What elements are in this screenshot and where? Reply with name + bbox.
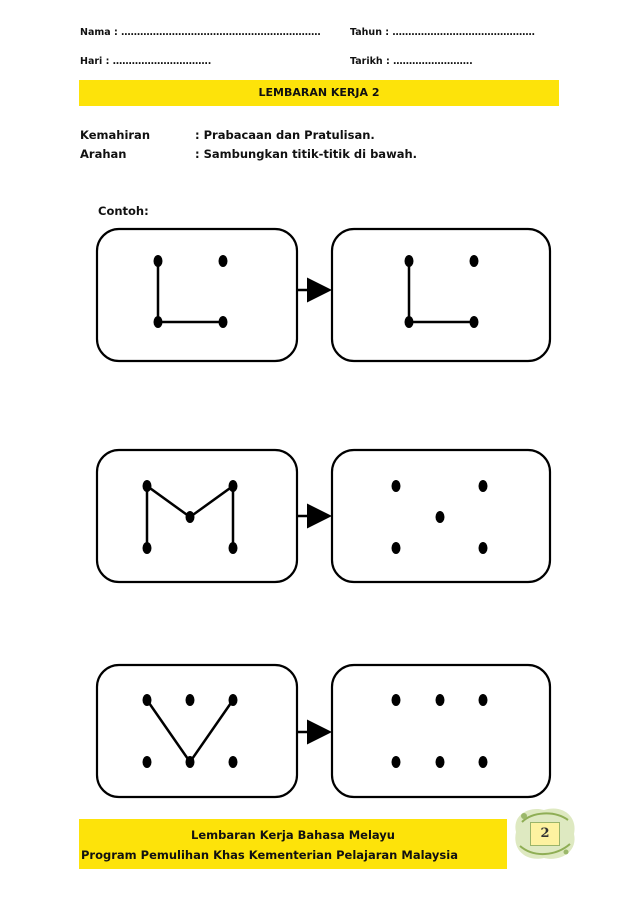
dot [154, 255, 163, 267]
dot [229, 542, 238, 554]
dot [219, 316, 228, 328]
footer-line2: Program Pemulihan Khas Kementerian Pelajaran Malaysia [81, 848, 458, 862]
kemahiran-label: Kemahiran [80, 128, 150, 142]
arahan-value: : Sambungkan titik-titik di bawah. [195, 147, 418, 161]
dot [405, 316, 414, 328]
page-title: LEMBARAN KERJA 2 [258, 86, 380, 99]
dot [470, 316, 479, 328]
footer-line1: Lembaran Kerja Bahasa Melayu [191, 828, 395, 842]
dot[interactable] [479, 756, 488, 768]
dot[interactable] [392, 542, 401, 554]
dot[interactable] [479, 542, 488, 554]
tahun-field: Tahun : ……………………………………… [350, 27, 535, 38]
v-right-box [332, 665, 550, 797]
dot [219, 255, 228, 267]
v-left-line [147, 700, 233, 762]
dot [229, 694, 238, 706]
example-left-line [158, 261, 223, 322]
example-right-box [332, 229, 550, 361]
dot [186, 756, 195, 768]
nama-field: Nama : ……………………………………………………… [80, 27, 321, 38]
exercise-v-row [97, 665, 550, 797]
dot [143, 542, 152, 554]
example-left-box [97, 229, 297, 361]
page-number: 2 [530, 822, 560, 846]
kemahiran-value: : Prabacaan dan Pratulisan. [195, 128, 375, 142]
dot[interactable] [392, 756, 401, 768]
m-left-box [97, 450, 297, 582]
dot [470, 255, 479, 267]
dot [186, 511, 195, 523]
dot [143, 756, 152, 768]
footer-banner [79, 819, 507, 869]
dot [229, 756, 238, 768]
dot [405, 255, 414, 267]
v-left-box [97, 665, 297, 797]
dot[interactable] [392, 694, 401, 706]
dot[interactable] [392, 480, 401, 492]
dot[interactable] [479, 480, 488, 492]
dot[interactable] [436, 694, 445, 706]
dot[interactable] [436, 511, 445, 523]
dot [143, 480, 152, 492]
dot [143, 694, 152, 706]
example-row [97, 229, 550, 361]
tarikh-field: Tarikh : ……………………. [350, 56, 473, 67]
dot[interactable] [436, 756, 445, 768]
contoh-label: Contoh: [98, 204, 149, 218]
example-right-line [409, 261, 474, 322]
hari-field: Hari : …………………………. [80, 56, 212, 67]
dot [154, 316, 163, 328]
dot [229, 480, 238, 492]
dot [186, 694, 195, 706]
exercise-m-row [97, 450, 550, 582]
dot[interactable] [479, 694, 488, 706]
arahan-label: Arahan [80, 147, 127, 161]
